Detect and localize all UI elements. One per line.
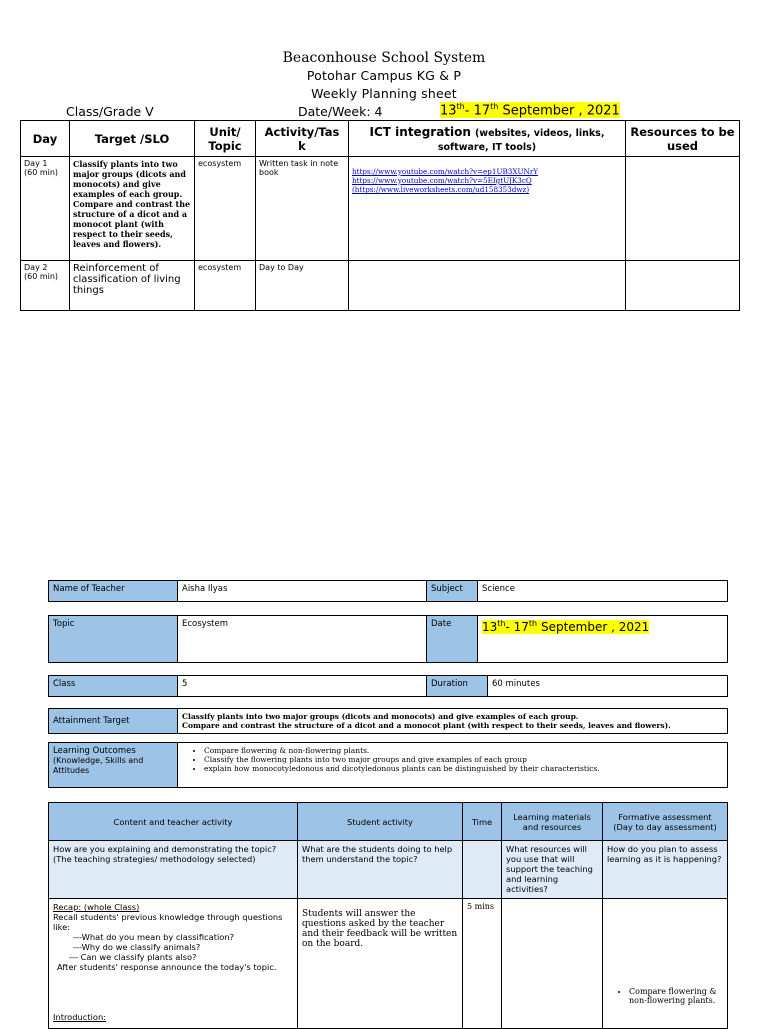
date-label: Date [427,616,478,663]
date-value: 13th- 17th September , 2021 [478,616,728,663]
worksheet-link[interactable]: (https://www.liveworksheets.com/ud158353dwz) [352,185,530,194]
prompt-materials: What resources will you use that will support the teaching and learning activities? [502,841,603,899]
unit-cell: ecosystem [195,157,256,261]
unit-cell: ecosystem [195,261,256,311]
outcomes-label: Learning Outcomes (Knowledge, Skills and Attitudes [49,743,178,788]
class-row [48,675,728,697]
teacher-row [48,580,728,602]
topic-value: Ecosystem [178,616,427,663]
table-row [21,157,740,261]
target-cell: Reinforcement of classification of living things [70,261,195,311]
outcomes-list [178,743,728,788]
target-cell: Classify plants into two major groups (dicots and monocots) and give examples of each group. Compare and contrast the structure of a dicot and a monocot plant (with respect to their seeds, leaves and flowers). [70,157,195,261]
activity-cell: Day to Day [256,261,349,311]
sheet-title: Weekly Planning sheet [311,86,457,101]
col-activity: Activity/Tas k [256,121,349,157]
materials-cell [502,899,603,1029]
col-target: Target /SLO [70,121,195,157]
duration-value: 60 minutes [488,676,728,697]
list-item: • Compare flowering & non-flowering plants. [204,746,723,755]
resources-cell [626,157,740,261]
attainment-row [48,708,728,734]
topic-row [48,615,728,663]
class-value: 5 [178,676,427,697]
assessment-cell [603,899,728,1029]
class-label: Class [49,676,178,697]
weekly-plan-table [20,120,740,311]
day-cell: Day 1 (60 min) [21,157,70,261]
col-time: Time [463,803,502,841]
teacher-label: Name of Teacher [49,581,178,602]
list-item: • explain how monocotyledonous and dicotyledonous plants can be distinguished by their characteristics. [204,764,723,773]
prompt-time [463,841,502,899]
table-row [21,261,740,311]
list-item: • Compare flowering & non-flowering plants. [629,987,723,1005]
outcomes-row [48,742,728,788]
col-student: Student activity [298,803,463,841]
col-ict: ICT integration (websites, videos, links, software, IT tools) [349,121,626,157]
duration-label: Duration [427,676,488,697]
prompt-assessment: How do you plan to assess learning as it is happening? [603,841,728,899]
attainment-value: Classify plants into two major groups (dicots and monocots) and give examples of each group. Compare and contrast the structure of a dicot and a monocot plant (with respect to their seeds, leaves and flowers). [178,709,728,734]
col-unit: Unit/ Topic [195,121,256,157]
activity-cell: Written task in note book [256,157,349,261]
youtube-link-1[interactable]: https://www.youtube.com/watch?v=ep1UB3XUNrY [352,167,539,176]
prompt-student: What are the students doing to help them understand the topic? [298,841,463,899]
col-day: Day [21,121,70,157]
lesson-activity-table [48,802,728,1029]
youtube-link-2[interactable]: https://www.youtube.com/watch?v=5EIgtUJK3cQ [352,176,532,185]
student-cell: Students will answer the questions asked by the teacher and their feedback will be written on the board. [298,899,463,1029]
date-week: Date/Week: 4 [298,104,383,119]
col-assessment: Formative assessment (Day to day assessment) [603,803,728,841]
subject-label: Subject [427,581,478,602]
school-name: Beaconhouse School System [282,50,486,66]
col-resources: Resources to be used [626,121,740,157]
teacher-value: Aisha Ilyas [178,581,427,602]
table-row [49,899,728,1029]
subject-value: Science [478,581,728,602]
topic-label: Topic [49,616,178,663]
class-grade: Class/Grade V [66,104,154,119]
list-item: • Classify the flowering plants into two major groups and give examples of each group [204,755,723,764]
campus-name: Potohar Campus KG & P [306,68,462,83]
ict-cell [349,157,626,261]
prompt-content: How are you explaining and demonstrating the topic? (The teaching strategies/ methodology selected) [49,841,298,899]
date-range: 13th- 17th September , 2021 [440,102,620,119]
time-cell: 5 mins [463,899,502,1029]
content-cell: Recap: (whole Class) Recall students' previous knowledge through questions like: ---What do you mean by classification? ---Why do we classify animals? --- Can we classify plants also? After students' response announce the today's topic. Introduction: [49,899,298,1029]
day-cell: Day 2 (60 min) [21,261,70,311]
resources-cell [626,261,740,311]
ict-cell [349,261,626,311]
attainment-label: Attainment Target [49,709,178,734]
col-content: Content and teacher activity [49,803,298,841]
col-materials: Learning materials and resources [502,803,603,841]
